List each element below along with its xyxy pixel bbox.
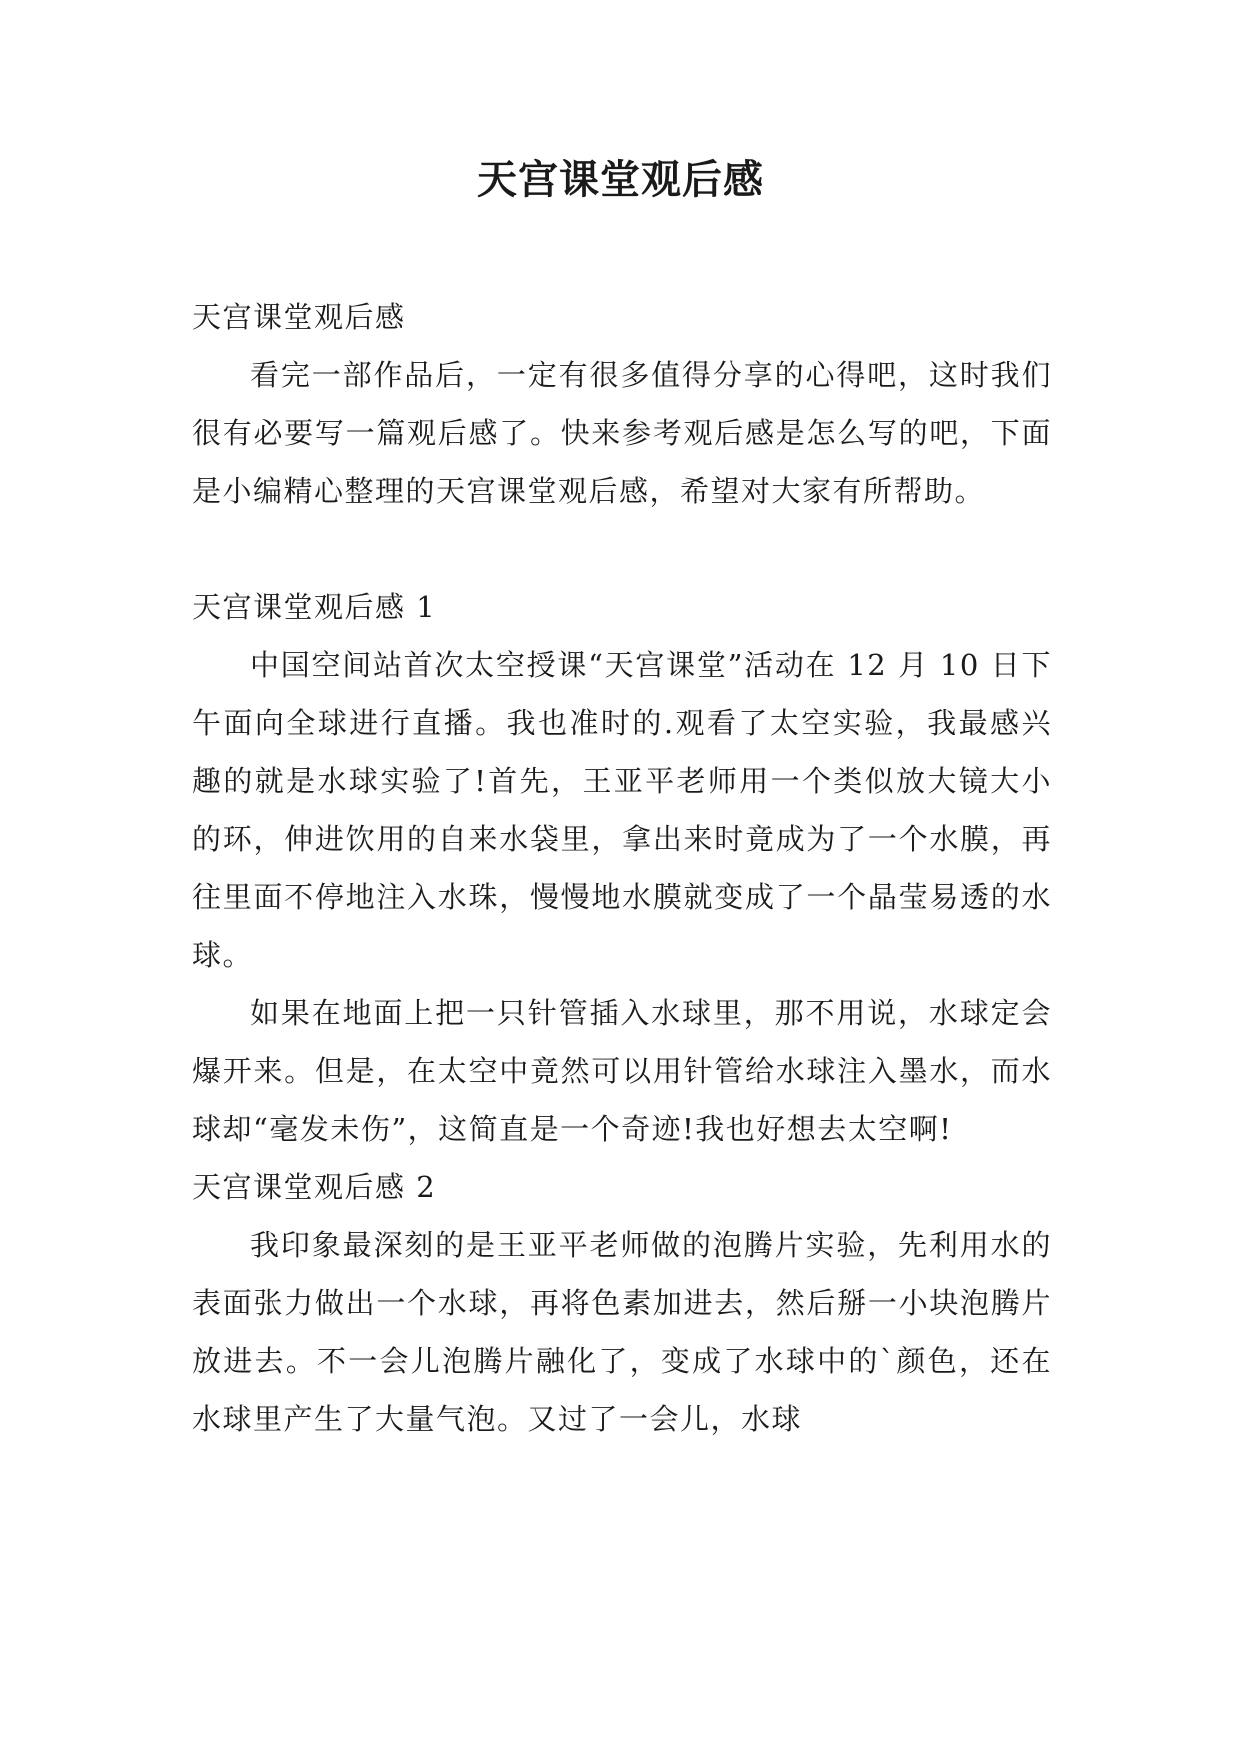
- section-2-paragraph-1: 我印象最深刻的是王亚平老师做的泡腾片实验，先利用水的表面张力做出一个水球，再将色素加进去，然后掰一小块泡腾片放进去。不一会儿泡腾片融化了，变成了水球中的`颜色，还在水球里产生了大量气泡。又过了一会儿，水球: [192, 1228, 1052, 1436]
- document-title: 天宫课堂观后感: [477, 156, 764, 203]
- intro-heading: 天宫课堂观后感: [192, 300, 406, 334]
- section-1-heading: 天宫课堂观后感 1: [192, 590, 437, 624]
- intro-paragraph: 看完一部作品后，一定有很多值得分享的心得吧，这时我们很有必要写一篇观后感了。快来参考观后感是怎么写的吧，下面是小编精心整理的天宫课堂观后感，希望对大家有所帮助。: [192, 358, 1052, 508]
- document-body: [192, 288, 1052, 1448]
- section-2-heading: 天宫课堂观后感 2: [192, 1170, 437, 1204]
- section-1-paragraph-1: 中国空间站首次太空授课“天宫课堂”活动在 12 月 10 日下午面向全球进行直播。我也准时的.观看了太空实验，我最感兴趣的就是水球实验了!首先，王亚平老师用一个类似放大镜大小的环，伸进饮用的自来水袋里，拿出来时竟成为了一个水膜，再往里面不停地注入水珠，慢慢地水膜就变成了一个晶莹易透的水球。: [192, 648, 1052, 972]
- section-1-paragraph-2: 如果在地面上把一只针管插入水球里，那不用说，水球定会爆开来。但是，在太空中竟然可以用针管给水球注入墨水，而水球却“毫发未伤”，这简直是一个奇迹!我也好想去太空啊!: [192, 996, 1052, 1146]
- section-spacer: [192, 520, 1052, 578]
